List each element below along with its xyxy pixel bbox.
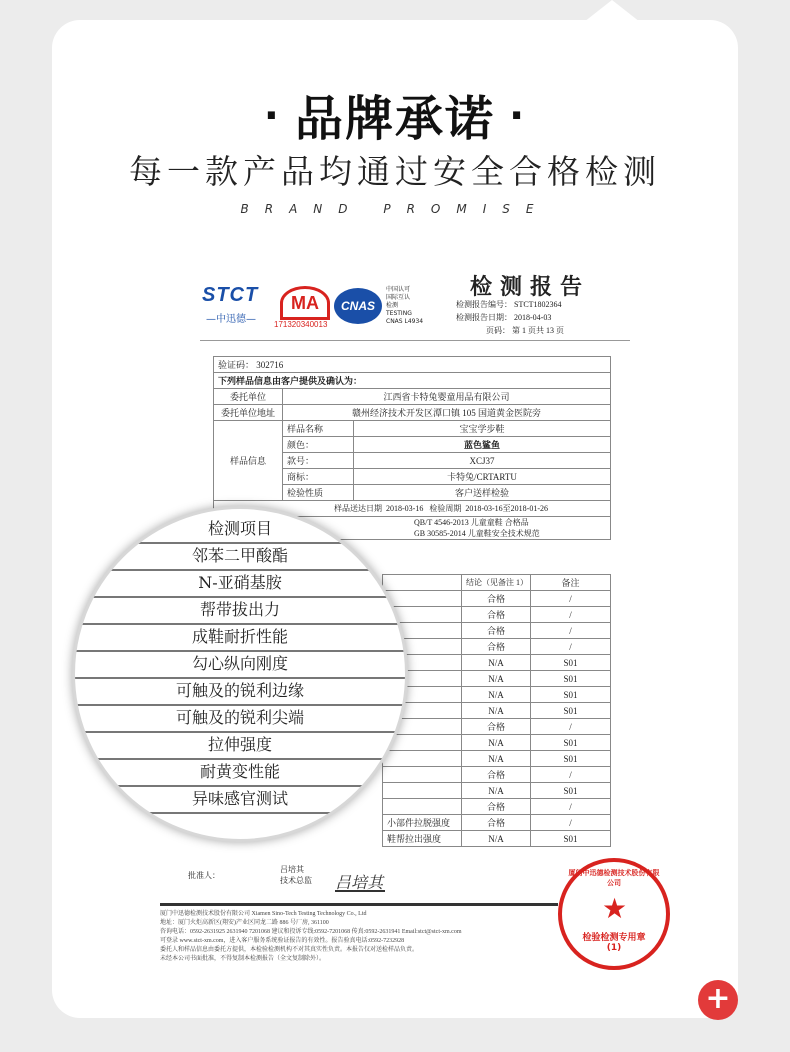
star-icon: ★ bbox=[602, 894, 628, 925]
table-row: 合格 / bbox=[383, 799, 611, 815]
table-row: N/A S01 bbox=[383, 783, 611, 799]
magnifier-item: 异味感官测试 bbox=[75, 785, 405, 814]
signature: 吕培其 bbox=[335, 870, 385, 892]
magnifier-item: 耐黄变性能 bbox=[75, 758, 405, 787]
table-row: 合格 / bbox=[383, 767, 611, 783]
english-tagline: BRAND PROMISE bbox=[240, 202, 550, 216]
plus-icon[interactable]: + bbox=[698, 980, 738, 1020]
magnifier-item: 拉伸强度 bbox=[75, 731, 405, 760]
magnifier-item: 成鞋耐折性能 bbox=[75, 623, 405, 652]
magnifier-item: 可触及的锐利尖端 bbox=[75, 704, 405, 733]
magnifier-item: 帮带拔出力 bbox=[75, 596, 405, 625]
col-conclusion: 结论（见备注 1） bbox=[462, 575, 531, 591]
table-row: 小部件拉脱强度 合格 / bbox=[383, 815, 611, 831]
table-row: N/A S01 bbox=[383, 735, 611, 751]
cnas-logo: CNAS bbox=[334, 288, 382, 324]
table-row: N/A S01 bbox=[383, 703, 611, 719]
standards: QB/T 4546-2013 儿童童鞋 合格品 GB 30585-2014 儿童鞋安全技术规范 bbox=[214, 517, 611, 540]
table-row: 合格 / bbox=[383, 591, 611, 607]
cnas-text: 中国认可 国际互认 检测 TESTING CNAS L4934 bbox=[386, 286, 424, 325]
report-title: 检测报告 bbox=[470, 275, 591, 300]
table-row: 鞋帮拉出强度 N/A S01 bbox=[383, 831, 611, 847]
client-notice: 下列样品信息由客户提供及确认为： bbox=[214, 373, 611, 389]
cma-number: 171320340013 bbox=[274, 320, 328, 329]
table-row: N/A S01 bbox=[383, 655, 611, 671]
page-subtitle: 每一款产品均通过安全合格检测 bbox=[129, 152, 661, 191]
magnifier-lens bbox=[72, 506, 408, 842]
report-footer: 厦门中迅德检测技术股份有限公司 Xiamen Sino-Tech Testing Technology Co., Ltd 地址：厦门火炬高新区(翔安)产业区同龙二路 886 号厂房, 361100 咨询电话：0592-2631925 2631940 7201068 建议和投诉专线:0592-7201068 传真:0592-2631941 Email:stct@stct-xm.com 可登录 www.stct-xm.com，进入客户服务系统验证报告的有效性。报告验真电话:0592-7232928 委托人和样品信息由委托方提供，本检验检测机构不对其真实性负责。本报告仅对送检样品负责。 未经本公司书面批准，不得复制本检测报告（全文复制除外）。 bbox=[160, 911, 462, 962]
date-row: 样品送达日期 2018-03-16 检验周期 2018-03-16至2018-01-26 bbox=[214, 501, 611, 517]
table-row: N/A S01 bbox=[383, 687, 611, 703]
table-row: 合格 / bbox=[383, 639, 611, 655]
table-row: 合格 / bbox=[383, 719, 611, 735]
magnifier-item: 勾心纵向刚度 bbox=[75, 650, 405, 679]
table-row: 合格 / bbox=[383, 607, 611, 623]
certification-logos bbox=[202, 278, 442, 338]
report-meta: 检测报告编号： STCT1802364 检测报告日期： 2018-04-03 页码： 第 1 页共 13 页 bbox=[456, 300, 564, 335]
cma-logo: MA bbox=[280, 286, 330, 320]
table-row: N/A S01 bbox=[383, 671, 611, 687]
results-table bbox=[382, 574, 611, 847]
approve-label: 批准人： bbox=[188, 871, 220, 880]
verify-code: 验证码： 302716 bbox=[214, 357, 611, 373]
page-title: · 品牌承诺 · bbox=[263, 91, 527, 147]
table-row: N/A S01 bbox=[383, 751, 611, 767]
footer-rule bbox=[160, 903, 558, 906]
magnifier-item: 邻苯二甲酸酯 bbox=[75, 542, 405, 571]
approver: 吕培其 技术总监 bbox=[280, 865, 312, 885]
col-remark: 备注 bbox=[531, 575, 611, 591]
magnifier-item: 可触及的锐利边缘 bbox=[75, 677, 405, 706]
official-seal: 厦门中迅德检测技术股份有限公司 ★ 检验检测专用章 (1) bbox=[558, 858, 670, 970]
card-notch bbox=[584, 0, 640, 22]
stct-logo: STCT bbox=[202, 284, 259, 306]
table-row: 合格 / bbox=[383, 623, 611, 639]
header-rule bbox=[200, 340, 630, 341]
magnifier-item: 检测项目 bbox=[75, 515, 405, 544]
stct-logo-subtext: —中迅德— bbox=[206, 314, 256, 325]
magnifier-item: N-亚硝基胺 bbox=[75, 569, 405, 598]
sample-info-table: 验证码： 302716 下列样品信息由客户提供及确认为： 委托单位 江西省卡特兔婴童用品有限公司 委托单位地址 赣州经济技术开发区潭口镇 105 国道黄金医院旁 样品信息 样品名称 宝宝学步鞋 颜色： 蓝色鲨鱼 款号： XCJ37 商标： 卡特兔/CRTARTU 检验性质 客户送样检验 样品送达日期 2018-03-16 检验周期 2018-03-16至2018-01-26 QB/T 4546-2013 儿童童鞋 合格品 GB 30585-2014 儿童鞋安全技术规范 bbox=[213, 356, 611, 540]
